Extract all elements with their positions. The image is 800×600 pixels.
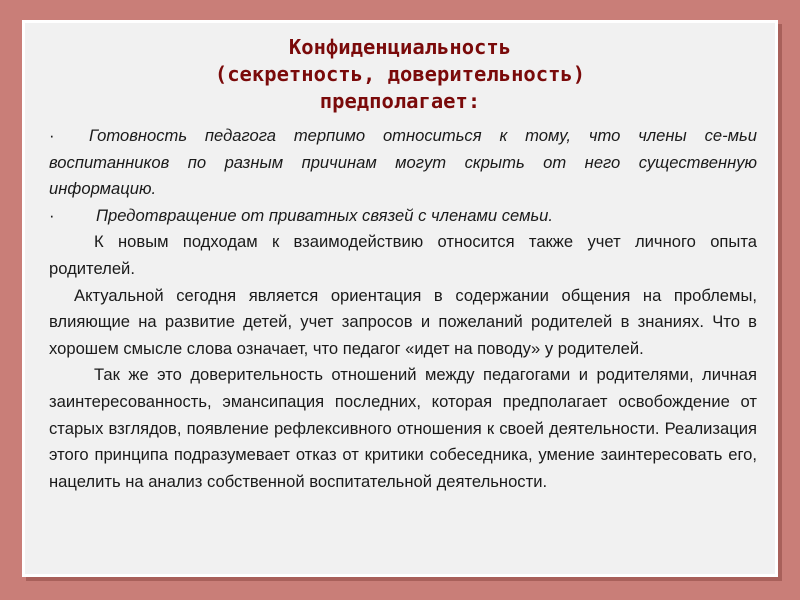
title-line-1: Конфиденциальность (288, 35, 512, 59)
bullet-text: Предотвращение от приватных связей с членами семьи. (96, 205, 554, 225)
paragraph-text: Актуальной сегодня является ориентация в содержании общения на проблемы, влияющие на развитие детей, учет запросов и пожеланий родителей в знаниях. Что в хорошем смысле слова означает, что педагог «идет на поводу» у родителей. (49, 285, 757, 358)
title-line-3: предполагает: (319, 89, 481, 113)
paragraph-text: К новым подходам к взаимодействию относится также учет личного опыта родителей. (49, 232, 757, 278)
bullet-text: Готовность педагога терпимо относиться к тому, что члены се-мьи воспитанников по разным причинам могут скрыть от него существенную информацию. (49, 126, 757, 199)
bullet-marker: · (49, 205, 55, 225)
bullet-item-2 (49, 203, 757, 230)
paragraph-text: Так же это доверительность отношений между педагогами и родителями, личная заинтересованность, эмансипация последних, которая предполагает освобождение от старых взглядов, появление рефлексивного отношения к своей деятельности. Реализация этого принципа подразумевает отказ от критики собеседника, умение заинтересовать его, нацелить на анализ собственной воспитательной деятельности. (49, 365, 757, 491)
slide-title (25, 34, 775, 115)
slide-body (49, 123, 757, 495)
paragraph-1 (49, 229, 757, 282)
title-line-2: (секретность, доверительность) (214, 62, 586, 86)
bullet-marker: · (49, 126, 55, 145)
paragraph-2 (49, 283, 757, 363)
content-panel (22, 20, 778, 577)
bullet-item-1 (49, 123, 757, 203)
paragraph-3 (49, 362, 757, 495)
